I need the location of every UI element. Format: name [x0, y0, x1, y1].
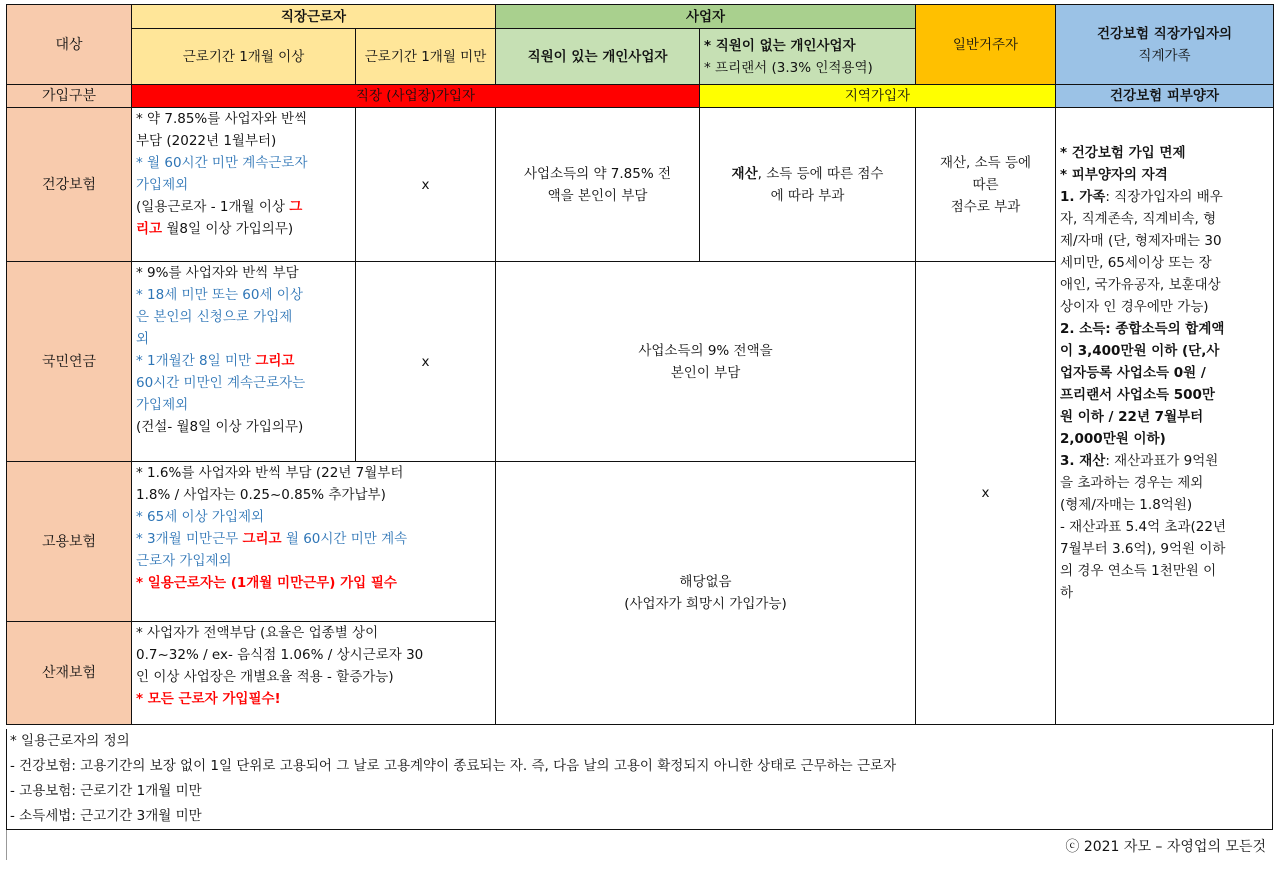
dependents-line: 세미만, 65세이상 또는 장: [1060, 255, 1212, 271]
header-dependents-line2: 직계가족: [1138, 47, 1191, 64]
daily-worker-footnote: [6, 729, 1273, 830]
health-line: * 월 60시간 미만 계속근로자: [136, 155, 308, 171]
row-label-pension: 국민연금: [7, 262, 132, 462]
header-owner-with-staff: 직원이 있는 개인사업자: [496, 29, 700, 85]
header-owner-no-staff: [700, 29, 916, 85]
dependents-part: : 직장가입자의 배우: [1105, 189, 1223, 205]
row-label-industrial: 산재보험: [7, 622, 132, 725]
dependents-line: 애인, 국가유공자, 보훈대상: [1060, 277, 1221, 293]
dependents-line: 원 이하 / 22년 7월부터: [1060, 409, 1204, 425]
pension-line: [136, 350, 351, 372]
health-resident-line1: 재산, 소득 등에: [939, 154, 1032, 171]
dependents-line: 의 경우 연소득 1천만원 이: [1060, 563, 1217, 579]
footnote-line: - 소득세법: 근고기간 3개월 미만: [10, 808, 202, 824]
dependents-line: 하: [1060, 585, 1074, 601]
pension-line: * 18세 미만 또는 60세 이상: [136, 287, 303, 303]
header-owner-no-staff-line2: * 프리랜서 (3.3% 인적용역): [704, 59, 873, 76]
subheader-label: 가입구분: [7, 85, 132, 108]
health-line: [136, 196, 351, 218]
industrial-line: 0.7~32% / ex- 음식점 1.06% / 상시근로자 30: [136, 647, 424, 663]
pension-line: 60시간 미만인 계속근로자는: [136, 375, 306, 391]
health-red-text: 그: [289, 199, 303, 215]
health-owner-staff: [496, 108, 700, 262]
pension-line-part: * 1개월간 8일 미만: [136, 353, 256, 369]
row-label-health: 건강보험: [7, 108, 132, 262]
employment-line: * 일용근로자는 (1개월 미만근무) 가입 필수: [136, 575, 397, 591]
health-line: 부담 (2022년 1월부터): [136, 133, 277, 149]
header-dependents-line1: 건강보험 직장가입자의: [1096, 25, 1233, 42]
dependents-line: [1060, 186, 1269, 208]
insurance-comparison-table: [6, 4, 1274, 725]
header-emp-over-1m: 근로기간 1개월 이상: [132, 29, 356, 85]
health-employee-cell: [132, 108, 356, 262]
employment-line: 근로자 가입제외: [136, 553, 232, 569]
health-line: * 약 7.85%를 사업자와 반씩: [136, 111, 308, 127]
resident-employment-industrial: x: [916, 262, 1056, 725]
industrial-line: 인 이상 사업장은 개별요율 적용 - 할증가능): [136, 669, 394, 685]
employment-line: * 65세 이상 가입제외: [136, 509, 265, 525]
footnote-line: - 고용보험: 근로기간 1개월 미만: [10, 783, 202, 799]
employment-employee-cell: [132, 462, 496, 622]
dependents-line: 2. 소득: 종합소득의 합계액: [1060, 321, 1225, 337]
employment-industrial-owner: [496, 462, 916, 725]
subheader-workplace: 직장 (사업장)가입자: [132, 85, 700, 108]
pension-owner-line1: 사업소득의 9% 전액을: [638, 342, 773, 359]
pension-owner-line2: 본인이 부담: [670, 364, 741, 381]
dependents-line: * 피부양자의 자격: [1060, 167, 1168, 183]
dependents-part: : 재산과표가 9억원: [1105, 453, 1219, 469]
health-resident: [916, 108, 1056, 262]
dependents-bold: 1. 가족: [1060, 189, 1106, 205]
pension-line: (건설- 월8일 이상 가입의무): [136, 419, 304, 435]
employment-line-part: 월 60시간 미만 계속: [281, 531, 408, 547]
row-label-employment: 고용보험: [7, 462, 132, 622]
dependents-line: [1060, 450, 1269, 472]
employment-line: [136, 528, 491, 550]
health-line-part: 월8일 이상 가입의무): [162, 221, 294, 237]
health-owner-nostaff: [700, 108, 916, 262]
dependents-bold: 3. 재산: [1060, 453, 1106, 469]
header-regular-resident: 일반거주자: [916, 5, 1056, 85]
copyright-text: ⓒ 2021 자모 – 자영업의 모든것: [1065, 839, 1266, 855]
header-business-owner: 사업자: [496, 5, 916, 29]
employment-line: * 1.6%를 사업자와 반씩 부담 (22년 7월부터: [136, 465, 404, 481]
pension-line: 가입제외: [136, 397, 189, 413]
dependents-line: * 건강보험 가입 면제: [1060, 145, 1186, 161]
dependents-cell: [1056, 108, 1274, 725]
health-owner-nostaff-line1: , 소득 등에 따른 점수: [757, 165, 884, 182]
pension-line: * 9%를 사업자와 반씩 부담: [136, 265, 299, 281]
dependents-line: 이 3,400만원 이하 (단,사: [1060, 343, 1220, 359]
health-under-1m: x: [356, 108, 496, 262]
owner-not-applicable: 해당없음: [679, 574, 732, 590]
pension-owner: [496, 262, 916, 462]
header-dependents: [1056, 5, 1274, 85]
pension-employee-cell: [132, 262, 356, 462]
dependents-line: (형제/자매는 1.8억원): [1060, 497, 1193, 513]
industrial-line: * 사업자가 전액부담 (요율은 업종별 상이: [136, 625, 379, 641]
health-line: [136, 218, 351, 240]
health-resident-line3: 점수로 부과: [950, 198, 1021, 215]
dependents-line: 자, 직계존속, 직계비속, 형: [1060, 211, 1217, 227]
footnote-line: * 일용근로자의 정의: [10, 733, 130, 749]
subheader-regional: 지역가입자: [700, 85, 1056, 108]
dependents-line: 상이자 인 경우에만 가능): [1060, 299, 1209, 315]
pension-line: 외: [136, 331, 150, 347]
dependents-line: 7월부터 3.6억), 9억원 이하: [1060, 541, 1226, 557]
health-owner-staff-line1: 사업소득의 약 7.85% 전: [523, 165, 672, 182]
dependents-line: 제/자매 (단, 형제자매는 30: [1060, 233, 1222, 249]
dependents-line: - 재산과표 5.4억 초과(22년: [1060, 519, 1226, 535]
industrial-line: * 모든 근로자 가입필수!: [136, 691, 281, 707]
health-resident-line2: 따른: [972, 176, 999, 193]
header-target: 대상: [7, 5, 132, 85]
left-border-line: [6, 830, 7, 860]
dependents-line: 프리랜서 사업소득 500만: [1060, 387, 1215, 403]
owner-optional: (사업자가 희망시 가입가능): [624, 596, 787, 612]
subheader-dependent: 건강보험 피부양자: [1056, 85, 1274, 108]
dependents-line: 2,000만원 이하): [1060, 431, 1166, 447]
health-line-part: (일용근로자 - 1개월 이상: [136, 199, 290, 215]
health-owner-nostaff-line2: 에 따라 부과: [770, 187, 845, 204]
health-owner-staff-line2: 액을 본인이 부담: [547, 187, 648, 204]
pension-under-1m: x: [356, 262, 496, 462]
header-employee: 직장근로자: [132, 5, 496, 29]
dependents-line: 업자등록 사업소득 0원 /: [1060, 365, 1206, 381]
employment-line: 1.8% / 사업자는 0.25~0.85% 추가납부): [136, 487, 386, 503]
pension-red-text: 그리고: [255, 353, 295, 369]
footnote-line: - 건강보험: 고용기간의 보장 없이 1일 단위로 고용되어 그 날로 고용계약이 종료되는 자. 즉, 다음 날의 고용이 확정되지 아니한 상태로 근무하는 근로자: [10, 758, 897, 774]
health-owner-nostaff-bold: 재산: [731, 165, 758, 182]
health-red-text: 리고: [136, 221, 163, 237]
health-line: 가입제외: [136, 177, 189, 193]
header-emp-under-1m: 근로기간 1개월 미만: [356, 29, 496, 85]
header-owner-no-staff-line1: * 직원이 없는 개인사업자: [704, 37, 856, 54]
dependents-line: 을 초과하는 경우는 제외: [1060, 475, 1204, 491]
industrial-employee-cell: [132, 622, 496, 725]
employment-red-text: 그리고: [242, 531, 282, 547]
pension-line: 은 본인의 신청으로 가입제: [136, 309, 293, 325]
employment-line-part: * 3개월 미만근무: [136, 531, 243, 547]
